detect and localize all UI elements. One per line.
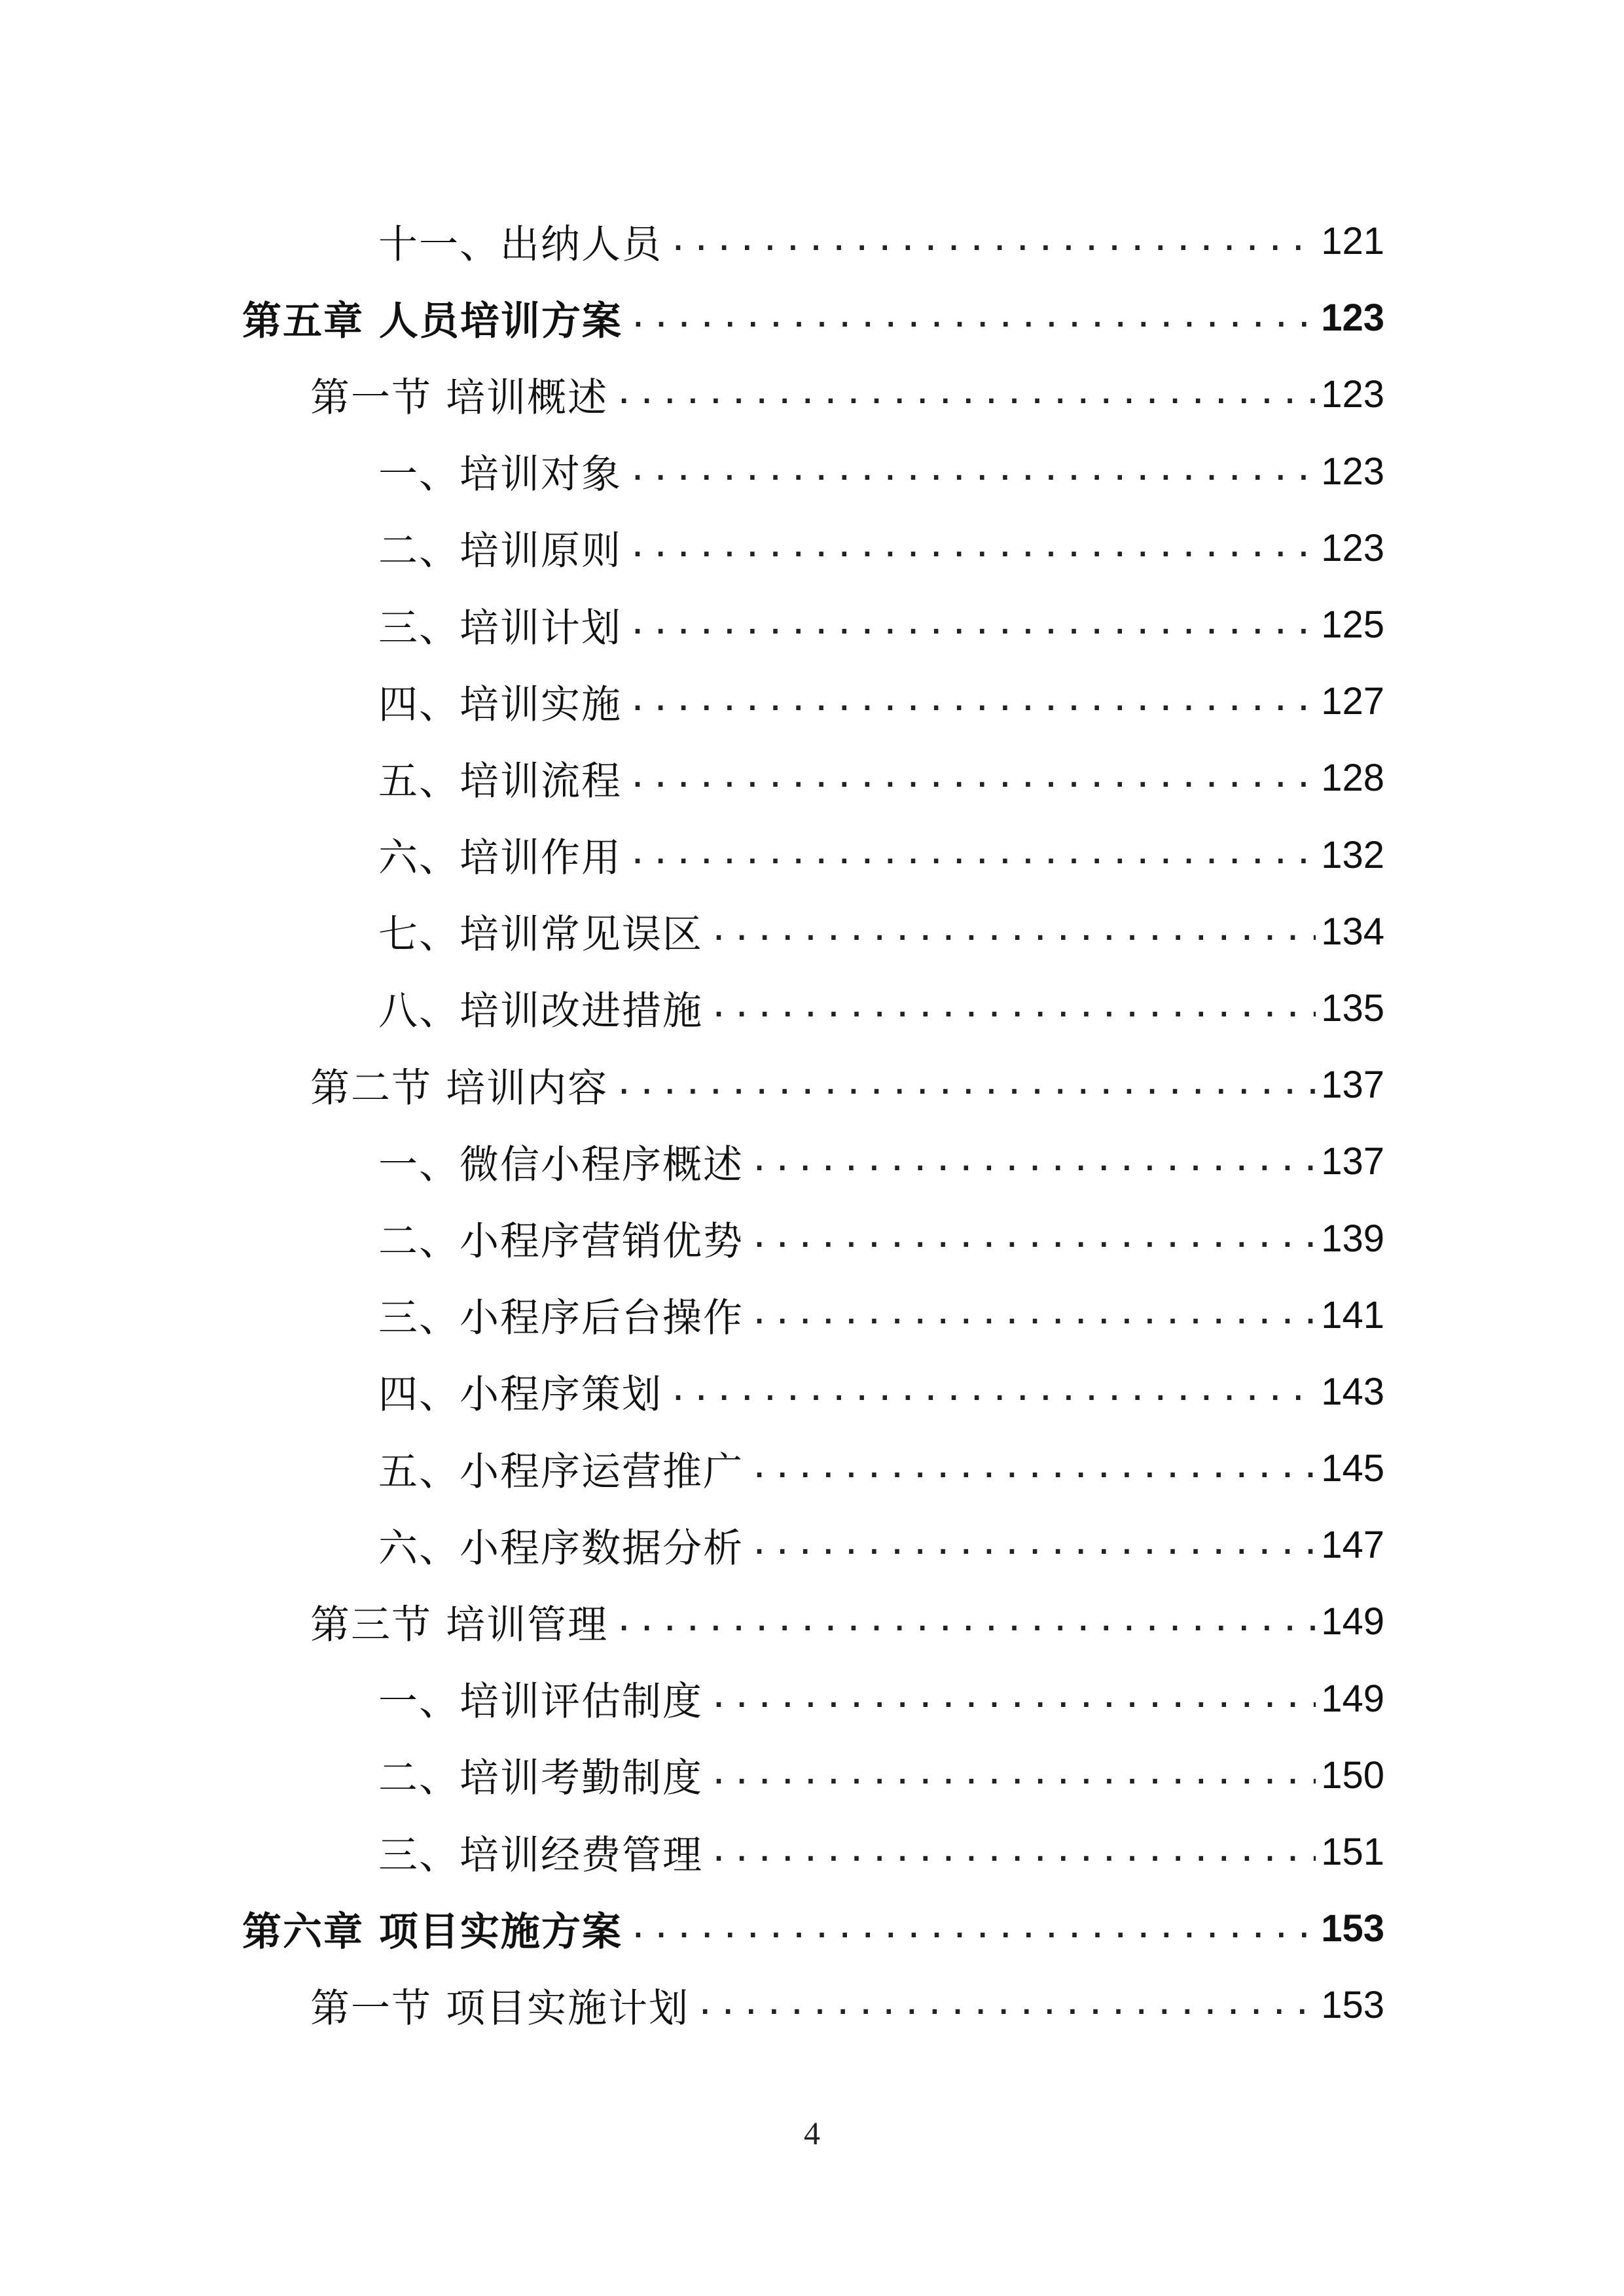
dot-leader <box>711 1760 1316 1790</box>
toc-section-entry[interactable] <box>242 1967 1384 2043</box>
toc-entry-title: 三、培训经费管理 <box>378 1832 703 1878</box>
toc-entry-page: 127 <box>1321 680 1384 723</box>
toc-entry-title: 三、小程序后台操作 <box>378 1295 744 1342</box>
toc-entry-page: 141 <box>1321 1293 1384 1336</box>
toc-entry-title: 八、培训改进措施 <box>378 988 703 1035</box>
toc-entry-title: 第二节 培训内容 <box>310 1065 609 1111</box>
toc-entry-page: 139 <box>1321 1217 1384 1260</box>
toc-entry[interactable] <box>242 433 1384 510</box>
dot-leader <box>751 1530 1316 1560</box>
toc-entry[interactable] <box>242 893 1384 970</box>
toc-entry-title: 第一节 项目实施计划 <box>310 1985 690 2032</box>
toc-entry-title: 二、小程序营销优势 <box>378 1219 744 1265</box>
dot-leader <box>630 303 1316 333</box>
dot-leader <box>616 1607 1316 1637</box>
toc-entry-page: 123 <box>1321 296 1384 340</box>
toc-entry-title: 五、小程序运营推广 <box>378 1448 744 1495</box>
dot-leader <box>711 993 1316 1023</box>
dot-leader <box>751 1300 1316 1330</box>
toc-entry-title: 十一、出纳人员 <box>378 221 662 268</box>
toc-entry-page: 137 <box>1321 1064 1384 1107</box>
toc-entry-page: 150 <box>1321 1753 1384 1797</box>
toc-entry-page: 151 <box>1321 1831 1384 1874</box>
dot-leader <box>711 916 1316 946</box>
toc-entry[interactable] <box>242 510 1384 586</box>
toc-entry-title: 二、培训考勤制度 <box>378 1755 703 1802</box>
toc-entry-title: 一、培训对象 <box>378 452 622 498</box>
toc-entry-title: 六、培训作用 <box>378 835 622 882</box>
toc-entry-title: 四、小程序策划 <box>378 1372 662 1418</box>
toc-entry-title: 二、培训原则 <box>378 528 622 575</box>
toc-entry-title: 五、培训流程 <box>378 758 622 804</box>
toc-entry[interactable] <box>242 1123 1384 1200</box>
dot-leader <box>616 380 1316 410</box>
dot-leader <box>630 456 1316 486</box>
toc-entry[interactable] <box>242 203 1384 279</box>
toc-entry[interactable] <box>242 740 1384 816</box>
dot-leader <box>630 533 1316 563</box>
toc-entry-title: 第一节 培训概述 <box>310 374 609 421</box>
toc-entry[interactable] <box>242 1507 1384 1583</box>
dot-leader <box>670 1376 1316 1407</box>
dot-leader <box>630 840 1316 870</box>
toc-entry-page: 134 <box>1321 910 1384 953</box>
dot-leader <box>711 1683 1316 1713</box>
page-number: 4 <box>804 2115 820 2151</box>
toc-entry[interactable] <box>242 586 1384 663</box>
toc-entry-page: 123 <box>1321 373 1384 416</box>
table-of-contents <box>242 203 1384 2044</box>
toc-entry[interactable] <box>242 1200 1384 1276</box>
toc-entry-title: 第六章 项目实施方案 <box>242 1909 623 1955</box>
toc-entry-page: 153 <box>1321 1984 1384 2027</box>
toc-entry-page: 125 <box>1321 603 1384 647</box>
dot-leader <box>751 1454 1316 1484</box>
dot-leader <box>697 1990 1316 2020</box>
toc-entry-title: 第五章 人员培训方案 <box>242 298 623 344</box>
toc-entry[interactable] <box>242 1814 1384 1890</box>
toc-section-entry[interactable] <box>242 1583 1384 1660</box>
toc-entry[interactable] <box>242 1737 1384 1814</box>
toc-entry[interactable] <box>242 1354 1384 1430</box>
dot-leader <box>711 1837 1316 1867</box>
dot-leader <box>630 763 1316 793</box>
toc-entry-page: 145 <box>1321 1447 1384 1490</box>
toc-entry-page: 153 <box>1321 1907 1384 1950</box>
dot-leader <box>751 1223 1316 1253</box>
toc-entry-page: 132 <box>1321 833 1384 876</box>
toc-entry-page: 135 <box>1321 986 1384 1030</box>
dot-leader <box>630 610 1316 640</box>
toc-entry-page: 149 <box>1321 1677 1384 1720</box>
toc-entry-title: 一、培训评估制度 <box>378 1679 703 1725</box>
toc-entry-page: 121 <box>1321 220 1384 263</box>
toc-entry[interactable] <box>242 970 1384 1047</box>
toc-entry-page: 149 <box>1321 1600 1384 1643</box>
toc-entry[interactable] <box>242 817 1384 893</box>
toc-chapter-entry[interactable] <box>242 279 1384 356</box>
toc-section-entry[interactable] <box>242 356 1384 433</box>
dot-leader <box>616 1070 1316 1100</box>
toc-entry[interactable] <box>242 1660 1384 1737</box>
toc-entry-page: 123 <box>1321 450 1384 493</box>
toc-entry-title: 一、微信小程序概述 <box>378 1141 744 1188</box>
toc-entry-title: 六、小程序数据分析 <box>378 1525 744 1571</box>
toc-entry-title: 四、培训实施 <box>378 681 622 728</box>
toc-chapter-entry[interactable] <box>242 1890 1384 1967</box>
dot-leader <box>751 1147 1316 1177</box>
dot-leader <box>630 687 1316 717</box>
dot-leader <box>670 226 1316 257</box>
toc-entry[interactable] <box>242 1430 1384 1507</box>
toc-entry-page: 147 <box>1321 1524 1384 1567</box>
toc-entry-title: 七、培训常见误区 <box>378 912 703 958</box>
toc-entry[interactable] <box>242 1277 1384 1354</box>
dot-leader <box>630 1914 1316 1944</box>
toc-entry-title: 三、培训计划 <box>378 605 622 651</box>
toc-entry-page: 137 <box>1321 1140 1384 1183</box>
toc-entry-page: 123 <box>1321 526 1384 569</box>
toc-entry-title: 第三节 培训管理 <box>310 1602 609 1648</box>
toc-entry-page: 143 <box>1321 1370 1384 1413</box>
toc-entry-page: 128 <box>1321 757 1384 800</box>
toc-section-entry[interactable] <box>242 1047 1384 1123</box>
toc-entry[interactable] <box>242 663 1384 740</box>
